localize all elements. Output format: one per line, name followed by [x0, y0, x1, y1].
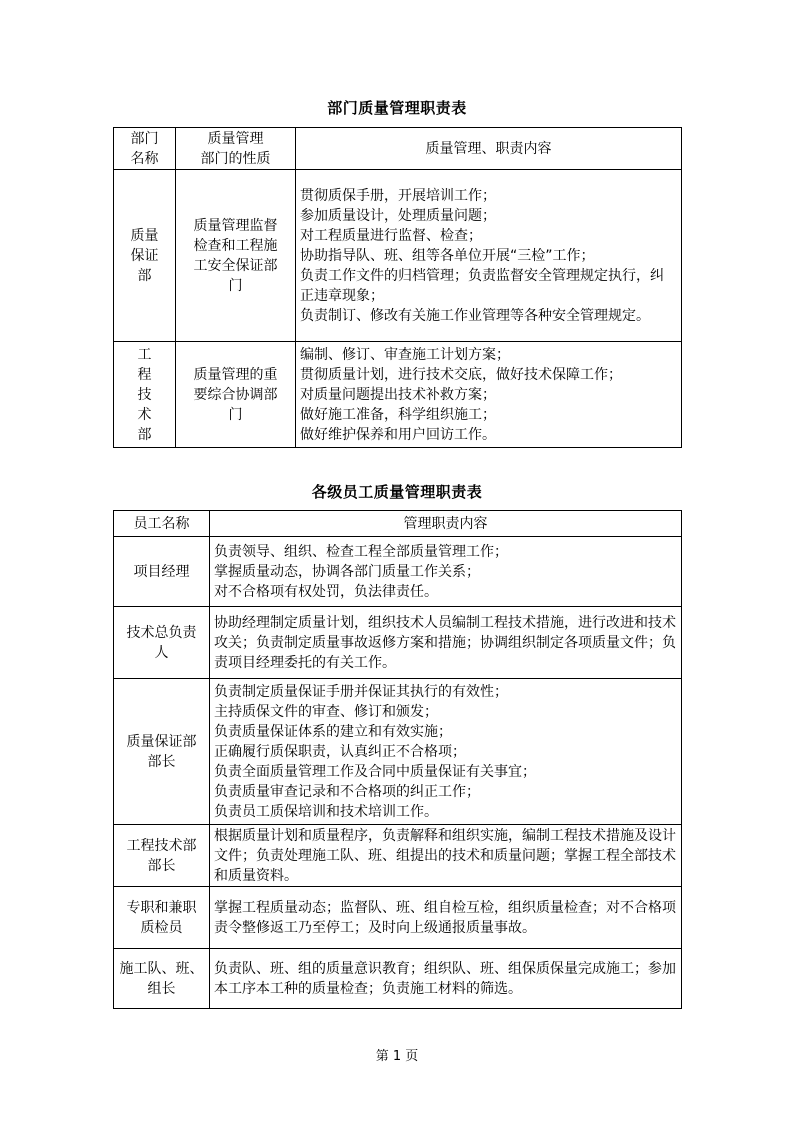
duty-item: 负责全面质量管理工作及合同中质量保证有关事宜； [214, 763, 536, 780]
staff-name-cell: 质量保证部 部长 [114, 679, 210, 825]
header-staff-duties: 管理职责内容 [210, 511, 682, 537]
header-dept-nature: 质量管理 部门的性质 [176, 128, 296, 170]
dept-nature-cell: 质量管理监督 检查和工程施 工安全保证部 门 [176, 170, 296, 342]
duty-item: 正确履行质保职责，认真纠正不合格项； [214, 743, 466, 760]
table-row [114, 949, 682, 1009]
staff-name-cell: 项目经理 [114, 537, 210, 607]
staff-duty-table [113, 510, 682, 1009]
duty-item: 协助指导队、班、组等各单位开展“三检”工作； [300, 247, 595, 264]
duty-item: 对质量问题提出技术补救方案； [300, 386, 496, 403]
staff-duties-cell [210, 825, 682, 887]
staff-table-title: 各级员工质量管理职责表 [311, 483, 483, 501]
table-row [114, 679, 682, 825]
duty-item: 编制、修订、审查施工计划方案； [300, 346, 510, 363]
duty-item: 负责质量审查记录和不合格项的纠正工作； [214, 783, 480, 800]
table-row [114, 170, 682, 342]
duty-item: 负责制订、修改有关施工作业管理等各种安全管理规定。 [300, 307, 650, 324]
table-header-row [114, 511, 682, 537]
dept-name-cell: 质量 保证 部 [114, 170, 176, 342]
staff-name-cell: 技术总负责 人 [114, 607, 210, 679]
staff-duties-cell [210, 537, 682, 607]
duty-item: 负责员工质保培训和技术培训工作。 [214, 803, 438, 820]
duty-item: 负责工作文件的归档管理；负责监督安全管理规定执行，纠正违章现象； [300, 267, 664, 304]
duty-item: 做好维护保养和用户回访工作。 [300, 426, 496, 443]
dept-nature-cell: 质量管理的重 要综合协调部 门 [176, 342, 296, 448]
table-row [114, 607, 682, 679]
duty-item: 协助经理制定质量计划，组织技术人员编制工程技术措施，进行改进和技术攻关；负责制定质量事故返修方案和措施；协调组织制定各项质量文件；负责项目经理委托的有关工作。 [214, 614, 676, 671]
duty-item: 主持质保文件的审查、修订和颁发； [214, 703, 438, 720]
header-staff-name: 员工名称 [114, 511, 210, 537]
duty-item: 负责质量保证体系的建立和有效实施； [214, 723, 452, 740]
header-dept-duties: 质量管理、职责内容 [296, 128, 682, 170]
staff-name-cell: 工程技术部 部长 [114, 825, 210, 887]
duty-item: 参加质量设计，处理质量问题； [300, 207, 496, 224]
page-number: 第 1 页 [375, 1049, 419, 1064]
duty-item: 掌握工程质量动态；监督队、班、组自检互检，组织质量检查；对不合格项责令整修返工乃至停工；及时向上级通报质量事故。 [214, 899, 676, 936]
staff-duties-cell [210, 887, 682, 949]
staff-duties-cell [210, 607, 682, 679]
table-row [114, 825, 682, 887]
duty-item: 贯彻质保手册，开展培训工作； [300, 187, 496, 204]
dept-duty-table [113, 127, 682, 448]
staff-name-cell: 施工队、班、 组长 [114, 949, 210, 1009]
header-dept-name: 部门 名称 [114, 128, 176, 170]
table-row [114, 342, 682, 448]
duty-item: 对工程质量进行监督、检查； [300, 227, 482, 244]
duty-item: 负责领导、组织、检查工程全部质量管理工作； [214, 543, 508, 560]
table-row [114, 887, 682, 949]
dept-name-cell: 工 程 技 术 部 [114, 342, 176, 448]
dept-table-title: 部门质量管理职责表 [327, 99, 467, 117]
duty-item: 对不合格项有权处罚，负法律责任。 [214, 583, 438, 600]
staff-duties-cell [210, 949, 682, 1009]
table-header-row [114, 128, 682, 170]
table-row [114, 537, 682, 607]
duty-item: 根据质量计划和质量程序，负责解释和组织实施，编制工程技术措施及设计文件；负责处理施工队、班、组提出的技术和质量问题；掌握工程全部技术和质量资料。 [214, 827, 676, 884]
duty-item: 负责制定质量保证手册并保证其执行的有效性； [214, 683, 508, 700]
staff-duties-cell [210, 679, 682, 825]
dept-duties-cell [296, 170, 682, 342]
dept-duties-cell [296, 342, 682, 448]
duty-item: 贯彻质量计划，进行技术交底，做好技术保障工作； [300, 366, 622, 383]
staff-name-cell: 专职和兼职 质检员 [114, 887, 210, 949]
duty-item: 做好施工准备，科学组织施工； [300, 406, 496, 423]
duty-item: 负责队、班、组的质量意识教育；组织队、班、组保质保量完成施工；参加本工序本工种的质量检查；负责施工材料的筛选。 [214, 960, 676, 997]
duty-item: 掌握质量动态，协调各部门质量工作关系； [214, 563, 480, 580]
